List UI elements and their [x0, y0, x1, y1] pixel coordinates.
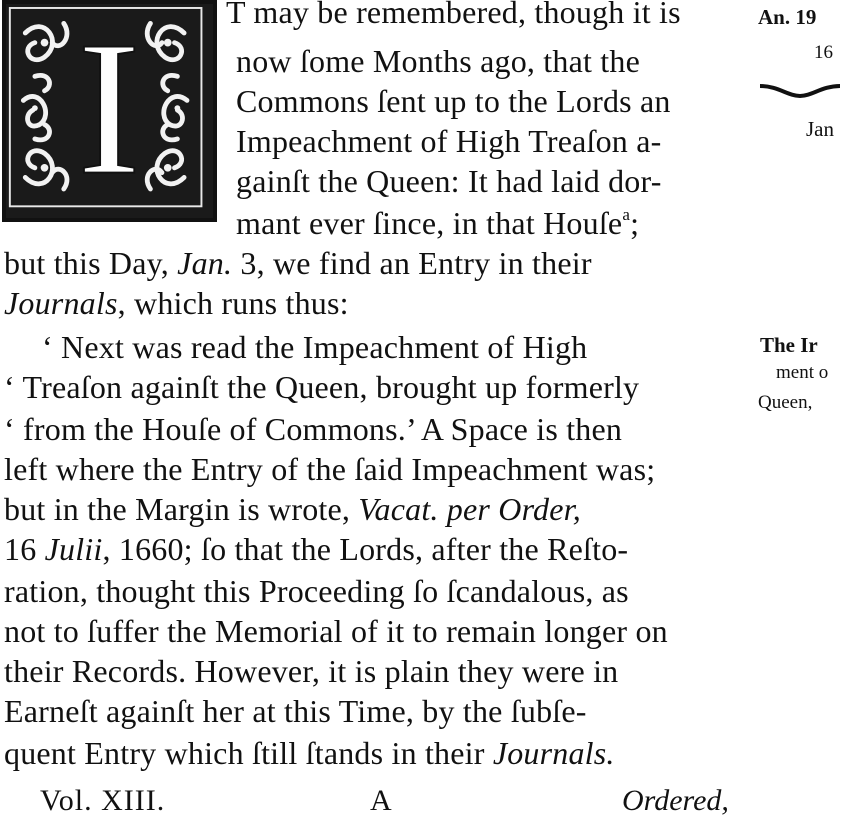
- text-line-17: their Records. However, it is plain they were in: [4, 653, 619, 689]
- ornamental-initial: [2, 0, 217, 222]
- margin-month: Jan: [806, 117, 834, 141]
- text-segment: , which runs thus:: [117, 285, 349, 321]
- margin-year-part: 16: [814, 42, 833, 63]
- margin-brace-icon: [758, 82, 842, 100]
- drop-cap-text: I: [76, 4, 142, 215]
- text-line-14: [4, 530, 628, 568]
- margin-note-line-2: ment o: [776, 362, 829, 383]
- text-segment: but in the Margin is wrote,: [4, 491, 359, 527]
- text-segment: , 1660; ſo that the Lords, after the Reſto-: [102, 531, 629, 567]
- text-line-3: Commons ſent up to the Lords an: [236, 83, 671, 119]
- text-segment: ;: [630, 205, 640, 241]
- italic-segment: Julii: [44, 531, 103, 567]
- text-segment: 3, we find an Entry in their: [232, 245, 592, 281]
- text-line-7: [4, 244, 592, 282]
- italic-segment: Vacat. per Order,: [358, 491, 581, 527]
- footnote-mark: a: [622, 205, 631, 224]
- text-line-12: left where the Entry of the ſaid Impeachment was;: [4, 451, 656, 487]
- text-line-10: ‘ Treaſon againſt the Queen, brought up formerly: [4, 369, 640, 405]
- text-line-19: [4, 734, 615, 772]
- margin-year: An. 19: [758, 5, 817, 29]
- text-segment: mant ever ſince, in that Houſe: [236, 205, 623, 241]
- margin-note-line-3: Queen,: [758, 392, 813, 413]
- volume-number: Vol. XIII.: [40, 784, 166, 817]
- text-line-18: Earneſt againſt her at this Time, by the ſubſe-: [4, 693, 587, 729]
- text-segment: but this Day,: [4, 245, 178, 281]
- text-line-13: [4, 490, 581, 528]
- text-line-11: ‘ from the Houſe of Commons.’ A Space is then: [4, 411, 623, 447]
- italic-segment: Journals: [4, 285, 118, 321]
- text-line-2: now ſome Months ago, that the: [236, 43, 640, 79]
- italic-segment: Journals.: [492, 735, 615, 771]
- text-line-8: [4, 284, 349, 322]
- catchword: Ordered,: [622, 784, 729, 817]
- text-line-9: ‘ Next was read the Impeachment of High: [42, 329, 588, 365]
- drop-cap-letter: [6, 4, 213, 218]
- text-line-6: [236, 204, 639, 248]
- text-line-5: gainſt the Queen: It had laid dor-: [236, 163, 662, 199]
- signature-mark: A: [370, 784, 392, 817]
- text-segment: 16: [4, 531, 45, 567]
- margin-note-line-1: The Ir: [760, 333, 818, 357]
- text-line-1: T may be remembered, though it is: [226, 0, 681, 30]
- text-segment: quent Entry which ſtill ſtands in their: [4, 735, 493, 771]
- text-line-4: Impeachment of High Treaſon a-: [236, 123, 662, 159]
- text-line-15: ration, thought this Proceeding ſo ſcandalous, as: [4, 573, 629, 609]
- text-line-16: not to ſuffer the Memorial of it to remain longer on: [4, 613, 668, 649]
- italic-segment: Jan.: [177, 245, 233, 281]
